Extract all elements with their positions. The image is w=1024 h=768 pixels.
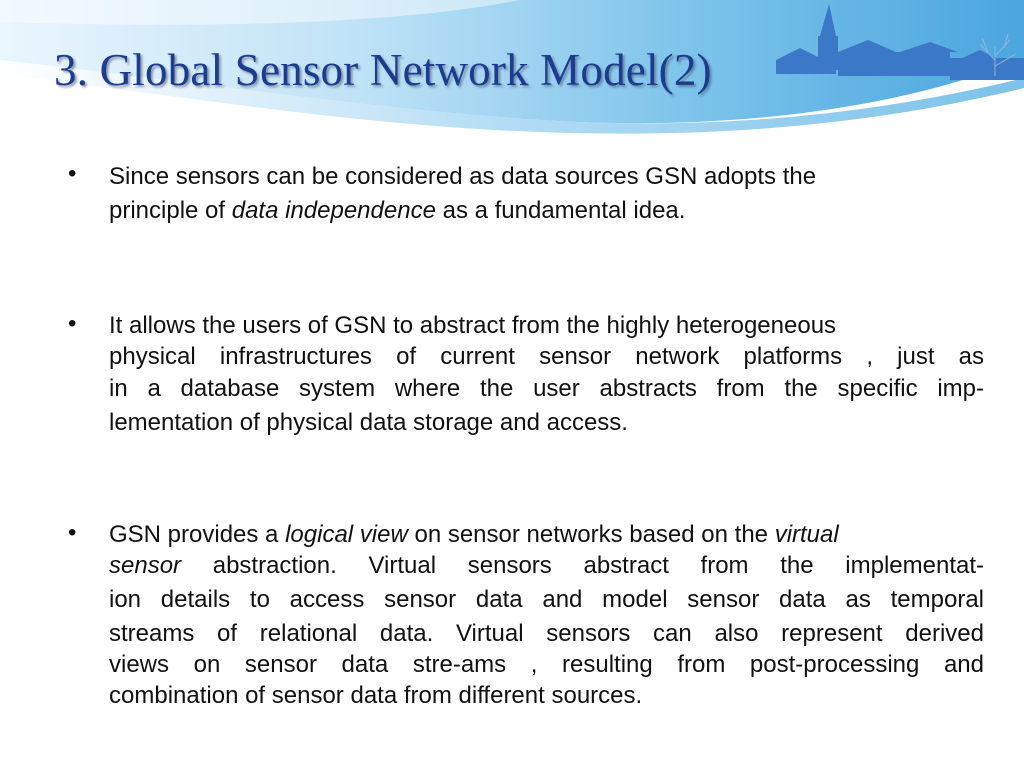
text-run: physical infrastructures of current sensor network platforms , just as [109, 343, 984, 370]
text-line [109, 310, 984, 341]
bullet-item-abstraction [64, 310, 984, 440]
text-run: principle of [109, 197, 232, 224]
text-line [109, 581, 984, 618]
slide-title: 3. Global Sensor Network Model(2) [54, 45, 712, 95]
emphasized-term: sensor [109, 552, 182, 579]
text-line [109, 519, 984, 550]
bullet-text [109, 160, 984, 228]
text-line [109, 194, 984, 228]
text-run: in a database system where the user abstracts from the specific imp- [109, 375, 984, 402]
bullet-text [109, 310, 984, 440]
emphasized-term: virtual [774, 521, 839, 548]
bullet-marker: • [68, 519, 77, 546]
text-line [109, 550, 984, 581]
text-line [109, 372, 984, 406]
text-run: as a fundamental idea. [435, 197, 686, 224]
emphasized-term: data independence [231, 197, 436, 224]
bullet-text [109, 519, 984, 711]
text-line [109, 406, 984, 440]
emphasized-term: logical view [285, 521, 408, 548]
text-run: combination of sensor data from different sources. [109, 682, 643, 709]
text-run: abstraction. Virtual sensors abstract from the implementat- [181, 552, 984, 579]
text-run: views on sensor data stre-ams , resulting from post-processing and [109, 651, 984, 678]
text-run: streams of relational data. Virtual sensors can also represent derived [109, 620, 984, 647]
text-line [109, 649, 984, 680]
text-run: lementation of physical data storage and access. [109, 409, 628, 436]
bullet-marker: • [68, 310, 77, 337]
text-run: It allows the users of GSN to abstract from the highly heterogeneous [109, 312, 837, 339]
text-line [109, 160, 984, 194]
bullet-list [64, 160, 984, 711]
text-run: ion details to access sensor data and model sensor data as temporal [109, 586, 984, 613]
bullet-item-data-independence [64, 160, 984, 228]
text-run: GSN provides a [109, 521, 286, 548]
bullet-item-logical-view [64, 519, 984, 711]
text-run: Since sensors can be considered as data sources GSN adopts the [109, 163, 817, 190]
text-line [109, 618, 984, 649]
text-line [109, 341, 984, 372]
text-line [109, 680, 984, 711]
bullet-marker: • [68, 160, 77, 187]
text-run: on sensor networks based on the [407, 521, 775, 548]
